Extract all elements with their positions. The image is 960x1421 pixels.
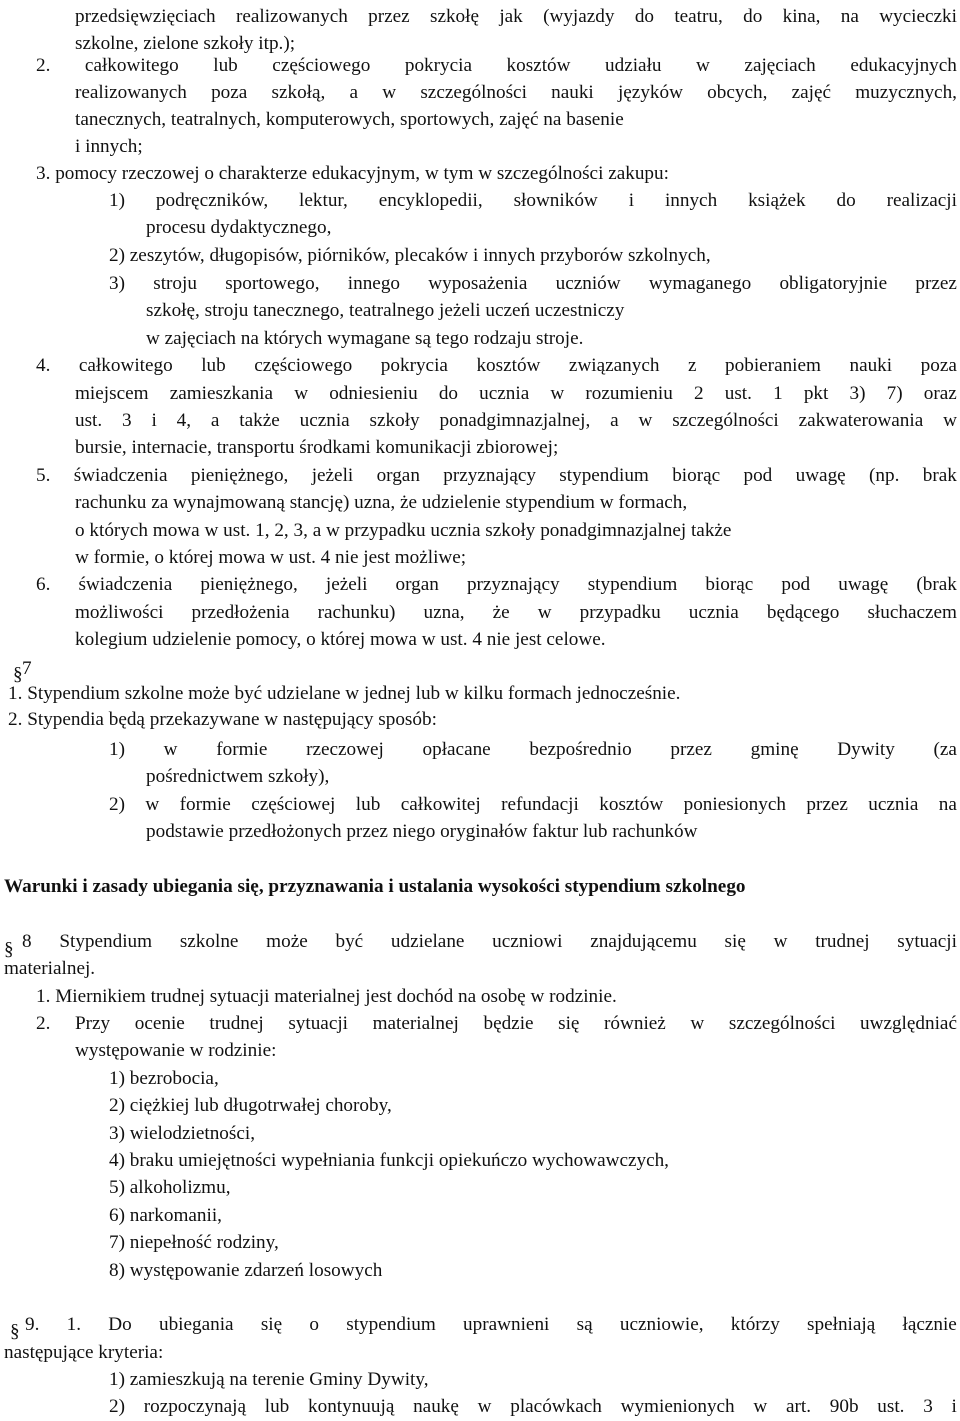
text-line: 2) rozpoczynają lub kontynuują naukę w placówkach wymienionych w art. 90b ust. 3 i bbox=[109, 1396, 957, 1417]
text-line: 7 bbox=[22, 658, 32, 679]
text-line: 6) narkomanii, bbox=[109, 1205, 222, 1226]
text-line: szkolne, zielone szkoły itp.); bbox=[75, 33, 296, 54]
text-line: występowanie w rodzinie: bbox=[75, 1040, 277, 1061]
text-line: 1) w formie rzeczowej opłacane bezpośrednio przez gminę Dywity (za bbox=[109, 739, 957, 760]
section-sign-icon: § bbox=[13, 664, 23, 685]
text-line: kolegium udzielenie pomocy, o której mowa w ust. 4 nie jest celowe. bbox=[75, 629, 606, 650]
text-line: szkołę, stroju tanecznego, teatralnego jeżeli uczeń uczestniczy bbox=[146, 300, 625, 321]
text-line: w formie, o której mowa w ust. 4 nie jest możliwe; bbox=[75, 547, 467, 568]
text-line: 1) zamieszkują na terenie Gminy Dywity, bbox=[109, 1369, 429, 1390]
text-line: przedsięwzięciach realizowanych przez szkołę jak (wyjazdy do teatru, do kina, na wycieczki bbox=[75, 6, 957, 27]
text-line: 6. świadczenia pieniężnego, jeżeli organ przyznający stypendium biorąc pod uwagę (brak bbox=[36, 574, 957, 595]
text-line: w zajęciach na których wymagane są tego rodzaju stroje. bbox=[146, 328, 584, 349]
text-line: 7) niepełność rodziny, bbox=[109, 1232, 279, 1253]
text-line: 2) ciężkiej lub długotrwałej choroby, bbox=[109, 1095, 392, 1116]
text-line: 1) bezrobocia, bbox=[109, 1068, 219, 1089]
text-line: podstawie przedłożonych przez niego oryginałów faktur lub rachunków bbox=[146, 821, 698, 842]
text-line: Warunki i zasady ubiegania się, przyznawania i ustalania wysokości stypendium szkolnego bbox=[4, 876, 746, 897]
text-line: materialnej. bbox=[4, 958, 96, 979]
text-line: 3. pomocy rzeczowej o charakterze edukacyjnym, w tym w szczególności zakupu: bbox=[36, 163, 669, 184]
text-line: realizowanych poza szkołą, a w szczególności nauki języków obcych, zajęć muzycznych, bbox=[75, 82, 957, 103]
text-line: 8) występowanie zdarzeń losowych bbox=[109, 1260, 383, 1281]
text-line: 5. świadczenia pieniężnego, jeżeli organ przyznający stypendium biorąc pod uwagę (np. brak bbox=[36, 465, 957, 486]
text-line: rachunku za wynajmowaną stancję) uzna, że udzielenie stypendium w formach, bbox=[75, 492, 688, 513]
text-line: tanecznych, teatralnych, komputerowych, sportowych, zajęć na basenie bbox=[75, 109, 624, 130]
text-line: 2. całkowitego lub częściowego pokrycia kosztów udziału w zajęciach edukacyjnych bbox=[36, 55, 957, 76]
text-line: 1. Miernikiem trudnej sytuacji materialnej jest dochód na osobę w rodzinie. bbox=[36, 986, 617, 1007]
text-line: 1) podręczników, lektur, encyklopedii, słowników i innych książek do realizacji bbox=[109, 190, 957, 211]
text-line: miejscem zamieszkania w odniesieniu do ucznia w rozumieniu 2 ust. 1 pkt 3) 7) oraz bbox=[75, 383, 957, 404]
text-line: 9. 1. Do ubiegania się o stypendium uprawnieni są uczniowie, którzy spełniają łącznie bbox=[25, 1314, 957, 1335]
text-line: 8 Stypendium szkolne może być udzielane uczniowi znajdującemu się w trudnej sytuacji bbox=[22, 931, 957, 952]
text-line: 2. Stypendia będą przekazywane w następujący sposób: bbox=[8, 709, 437, 730]
text-line: bursie, internacie, transportu środkami komunikacji zbiorowej; bbox=[75, 437, 559, 458]
text-line: 4) braku umiejętności wypełniania funkcji opiekuńczo wychowawczych, bbox=[109, 1150, 669, 1171]
text-line: ust. 3 i 4, a także ucznia szkoły ponadgimnazjalnej, a w szczególności zakwaterowania w bbox=[75, 410, 957, 431]
text-line: następujące kryteria: bbox=[4, 1342, 164, 1363]
text-line: 1. Stypendium szkolne może być udzielane w jednej lub w kilku formach jednocześnie. bbox=[8, 683, 681, 704]
text-line: możliwości przedłożenia rachunku) uzna, że w przypadku ucznia będącego słuchaczem bbox=[75, 602, 957, 623]
text-line: procesu dydaktycznego, bbox=[146, 217, 332, 238]
text-line: 2) zeszytów, długopisów, piórników, plecaków i innych przyborów szkolnych, bbox=[109, 245, 711, 266]
text-line: 4. całkowitego lub częściowego pokrycia kosztów związanych z pobieraniem nauki poza bbox=[36, 355, 957, 376]
section-sign-icon: § bbox=[10, 1321, 20, 1342]
text-line: 3) wielodzietności, bbox=[109, 1123, 255, 1144]
text-line: 3) stroju sportowego, innego wyposażenia uczniów wymaganego obligatoryjnie przez bbox=[109, 273, 957, 294]
text-line: 5) alkoholizmu, bbox=[109, 1177, 231, 1198]
text-line: 2. Przy ocenie trudnej sytuacji materialnej będzie się również w szczególności uwzględniać bbox=[36, 1013, 957, 1034]
text-line: o których mowa w ust. 1, 2, 3, a w przypadku ucznia szkoły ponadgimnazjalnej także bbox=[75, 520, 732, 541]
text-line: i innych; bbox=[75, 136, 143, 157]
section-sign-icon: § bbox=[4, 939, 14, 960]
text-line: pośrednictwem szkoły), bbox=[146, 766, 330, 787]
text-line: 2) w formie częściowej lub całkowitej refundacji kosztów poniesionych przez ucznia na bbox=[109, 794, 957, 815]
